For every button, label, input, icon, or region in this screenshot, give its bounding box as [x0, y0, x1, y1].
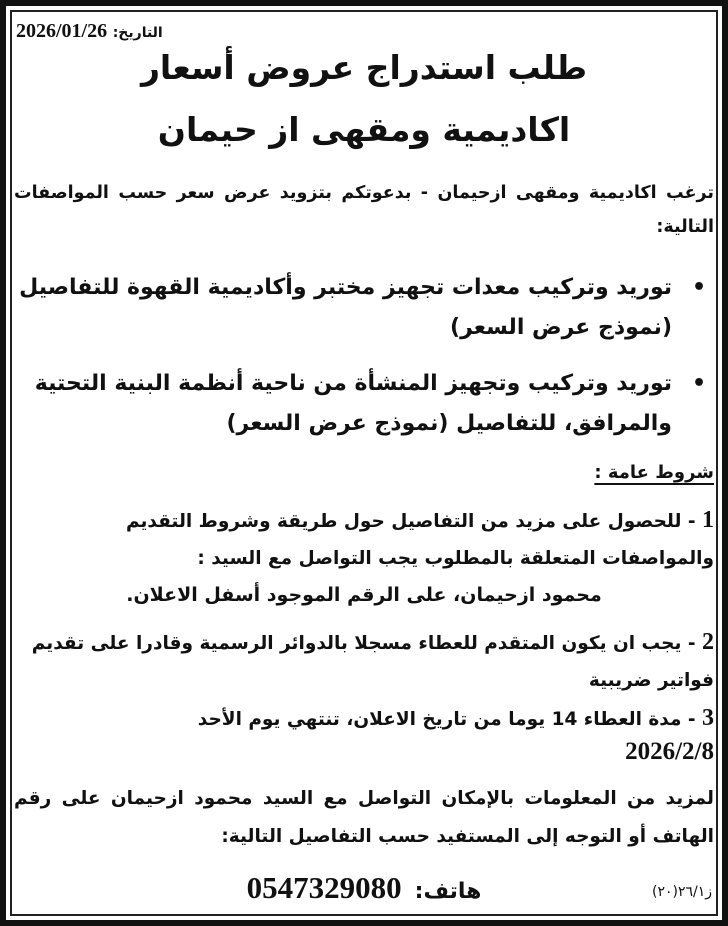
spec-item-text: توريد وتركيب وتجهيز المنشأة من ناحية أنظمة البنية التحتية والمرافق، للتفاصيل (نموذج عرض السعر)	[34, 371, 672, 436]
ad-content	[6, 6, 722, 920]
deadline-date: 2026/2/8	[625, 738, 714, 765]
intro-paragraph: ترغب اكاديمية ومقهى ازحيمان - بدعوتكم بتزويد عرض سعر حسب المواصفات التالية:	[14, 183, 714, 237]
term-item	[14, 700, 714, 738]
term-number: 3	[702, 705, 714, 731]
phone-number: 0547329080	[246, 870, 402, 905]
bullet-icon: •	[691, 275, 706, 300]
spec-item-text: توريد وتركيب معدات تجهيز مختبر وأكاديمية القهوة للتفاصيل (نموذج عرض السعر)	[19, 275, 672, 340]
date-row	[16, 20, 163, 43]
phone-row	[6, 870, 722, 906]
spec-item	[14, 268, 714, 348]
spec-item	[14, 364, 714, 444]
term-number: 2	[702, 629, 714, 655]
page-title: طلب استدراج عروض أسعار	[140, 48, 588, 87]
date-value: 2026/01/26	[16, 20, 108, 42]
term-item	[14, 502, 714, 577]
term-number: 1	[702, 507, 714, 533]
reference-code: ز٢٦/١(٢٠)	[651, 884, 712, 900]
term-text: - للحصول على مزيد من التفاصيل حول طريقة وشروط التقديم والمواصفات المتعلقة بالمطلوب يجب التواصل مع السيد :	[125, 511, 714, 569]
specs-list-1	[14, 268, 714, 348]
contact-name-line: محمود ازحيمان، على الرقم الموجود أسفل الاعلان.	[126, 584, 602, 606]
page-subtitle: اكاديمية ومقهى از حيمان	[157, 110, 571, 149]
term-text: - يجب ان يكون المتقدم للعطاء مسجلا بالدوائر الرسمية وقادرا على تقديم فواتير ضريبية	[31, 633, 714, 691]
phone-label: هاتف:	[414, 879, 482, 904]
bullet-icon: •	[691, 371, 706, 396]
date-label: التاريخ:	[112, 25, 163, 41]
specs-list-2	[14, 364, 714, 444]
term-text: - مدة العطاء 14 يوما من تاريخ الاعلان، تنتهي يوم الأحد	[197, 709, 696, 730]
term-item	[14, 624, 714, 699]
outro-paragraph: لمزيد من المعلومات بالإمكان التواصل مع السيد محمود ازحيمان على رقم الهاتف أو التوجه إلى المستفيد حسب التفاصيل التالية:	[14, 788, 714, 847]
terms-heading: شروط عامة :	[594, 462, 714, 483]
